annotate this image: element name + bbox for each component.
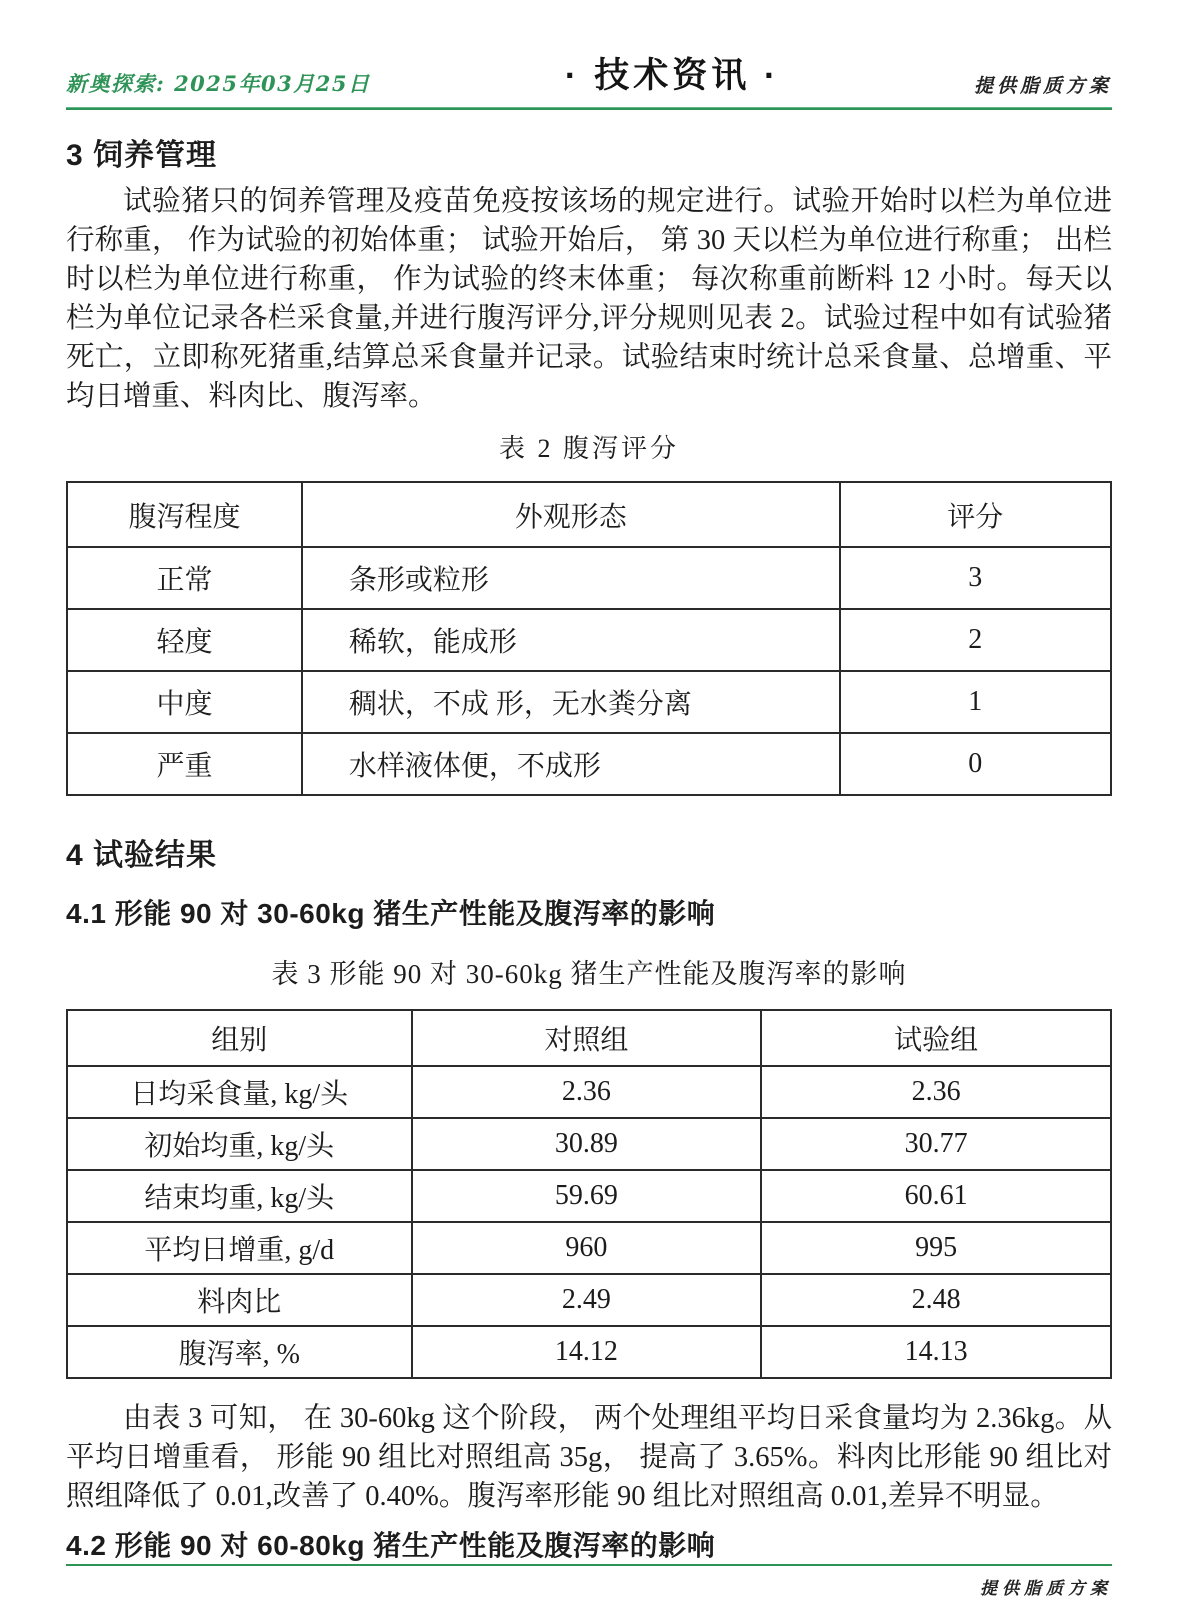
section-4-heading: 4 试验结果 [66,839,218,872]
table-cell: 平均日增重, g/d [67,1222,412,1274]
table-cell: 2.36 [412,1066,762,1118]
table-cell: 轻度 [67,609,302,671]
table-cell: 正常 [67,547,302,609]
table-cell: 腹泻率, % [67,1326,412,1378]
table-header-cell: 腹泻程度 [67,482,302,547]
table-2-caption: 表 2 腹泻评分 [498,434,679,463]
section-4-1-heading: 4.1 形能 90 对 30-60kg 猪生产性能及腹泻率的影响 [66,898,716,929]
table-row [67,482,1111,547]
table-cell: 3 [840,547,1111,609]
table-cell: 中度 [67,671,302,733]
table-cell: 14.13 [761,1326,1111,1378]
page-footer [66,1564,1112,1599]
section-4-2-heading: 4.2 形能 90 对 60-80kg 猪生产性能及腹泻率的影响 [66,1530,716,1561]
table-row [67,1222,1111,1274]
table-cell: 稀软，能成形 [302,609,840,671]
page-title: · 技术资讯 · [564,56,780,95]
table-header-cell: 组别 [67,1010,412,1066]
table-cell: 初始均重, kg/头 [67,1118,412,1170]
table-row [67,733,1111,795]
table-row [67,1326,1111,1378]
table-row [67,1170,1111,1222]
table-cell: 2 [840,609,1111,671]
footer-slogan: 提供脂质方案 [980,1579,1112,1598]
header-date: 新奥探索: 2025年03月25日 [66,71,371,96]
table-cell: 1 [840,671,1111,733]
table-2 [66,481,1112,796]
table-cell: 稠状，不成 形，无水粪分离 [302,671,840,733]
table-row [67,1118,1111,1170]
table-3-caption: 表 3 形能 90 对 30-60kg 猪生产性能及腹泻率的影响 [271,959,907,989]
table-header-cell: 评分 [840,482,1111,547]
table-3 [66,1009,1112,1379]
table-cell: 30.89 [412,1118,762,1170]
table-cell: 水样液体便，不成形 [302,733,840,795]
table-cell: 条形或粒形 [302,547,840,609]
table-cell: 30.77 [761,1118,1111,1170]
table-row [67,1010,1111,1066]
table-cell: 2.49 [412,1274,762,1326]
section-3-heading: 3 饲养管理 [66,139,218,172]
table-cell: 995 [761,1222,1111,1274]
header-divider [66,107,1112,110]
table-cell: 2.36 [761,1066,1111,1118]
table-cell: 0 [840,733,1111,795]
table-cell: 2.48 [761,1274,1111,1326]
table-row [67,1274,1111,1326]
page-header [66,48,1112,107]
table-cell: 59.69 [412,1170,762,1222]
table-cell: 14.12 [412,1326,762,1378]
table-header-cell: 外观形态 [302,482,840,547]
table-row [67,1066,1111,1118]
table-cell: 严重 [67,733,302,795]
table-cell: 60.61 [761,1170,1111,1222]
table-row [67,609,1111,671]
table-row [67,547,1111,609]
footer-divider [66,1564,1112,1566]
table-cell: 日均采食量, kg/头 [67,1066,412,1118]
section-3-paragraph: 试验猪只的饲养管理及疫苗免疫按该场的规定进行。试验开始时以栏为单位进行称重， 作为试验的初始体重； 试验开始后， 第 30 天以栏为单位进行称重； 出栏时以栏为单位进行称重， 作为试验的终末体重； 每次称重前断料 12 小时。每天以栏为单位记录各栏采食量,并进行腹泻评分,评分规则见表 2。试验过程中如有试验猪死亡，立即称死猪重,结算总采食量并记录。试验结束时统计总采食量、总增重、平均日增重、料肉比、腹泻率。 [66,186,1112,412]
table-row [67,671,1111,733]
table-header-cell: 试验组 [761,1010,1111,1066]
table-cell: 结束均重, kg/头 [67,1170,412,1222]
section-4-1-analysis: 由表 3 可知， 在 30-60kg 这个阶段， 两个处理组平均日采食量均为 2.36kg。从平均日增重看， 形能 90 组比对照组高 35g， 提高了 3.65%。料肉比形能 90 组比对照组降低了 0.01,改善了 0.40%。腹泻率形能 90 组比对照组高 0.01,差异不明显。 [66,1403,1112,1512]
table-cell: 960 [412,1222,762,1274]
table-header-cell: 对照组 [412,1010,762,1066]
table-cell: 料肉比 [67,1274,412,1326]
header-slogan: 提供脂质方案 [973,76,1112,97]
